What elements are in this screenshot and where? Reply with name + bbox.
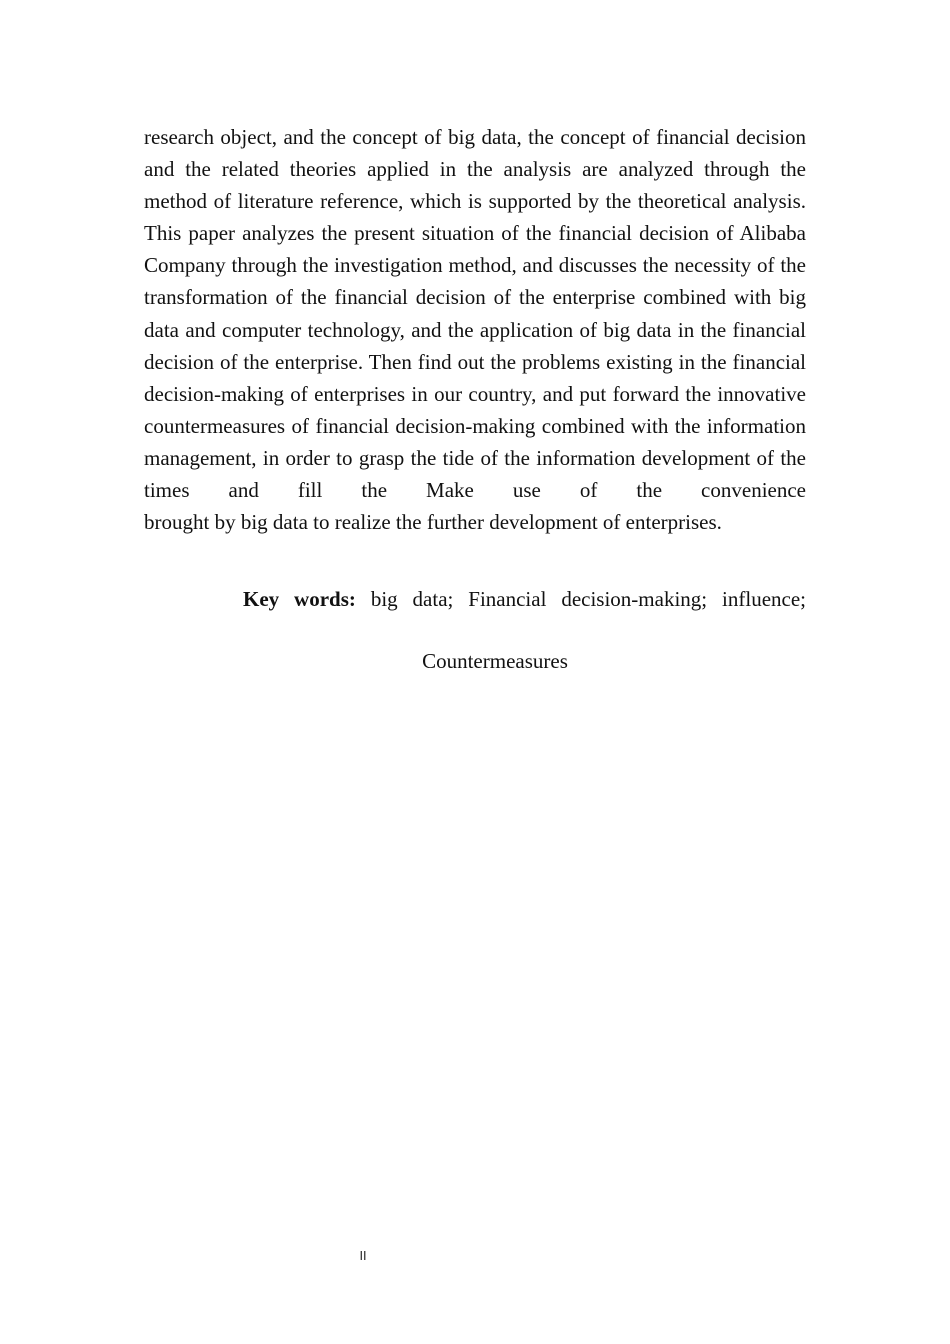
- abstract-paragraph: [144, 121, 806, 538]
- keywords-label: Key words:: [243, 587, 356, 611]
- keywords-continuation: Countermeasures: [422, 649, 568, 673]
- page-number: II: [359, 1249, 367, 1263]
- abstract-last-line: brought by big data to realize the further development of enterprises.: [144, 510, 722, 535]
- keywords-line: [243, 583, 806, 615]
- keywords-items: big data; Financial decision-making; influence;: [370, 587, 806, 611]
- abstract-body-text: research object, and the concept of big data, the concept of financial decision and the related theories applied in the analysis are analyzed through the method of literature reference, which is supported by the theoretical analysis. This paper analyzes the present situation of the financial decision of Alibaba Company through the investigation method, and discusses the necessity of the transformation of the financial decision of the enterprise combined with big data and computer technology, and the application of big data in the financial decision of the enterprise. Then find out the problems existing in the financial decision-making of enterprises in our country, and put forward the innovative countermeasures of financial decision-making combined with the information management, in order to grasp the tide of the information development of the times and fill the Make use of the convenience: [144, 125, 806, 503]
